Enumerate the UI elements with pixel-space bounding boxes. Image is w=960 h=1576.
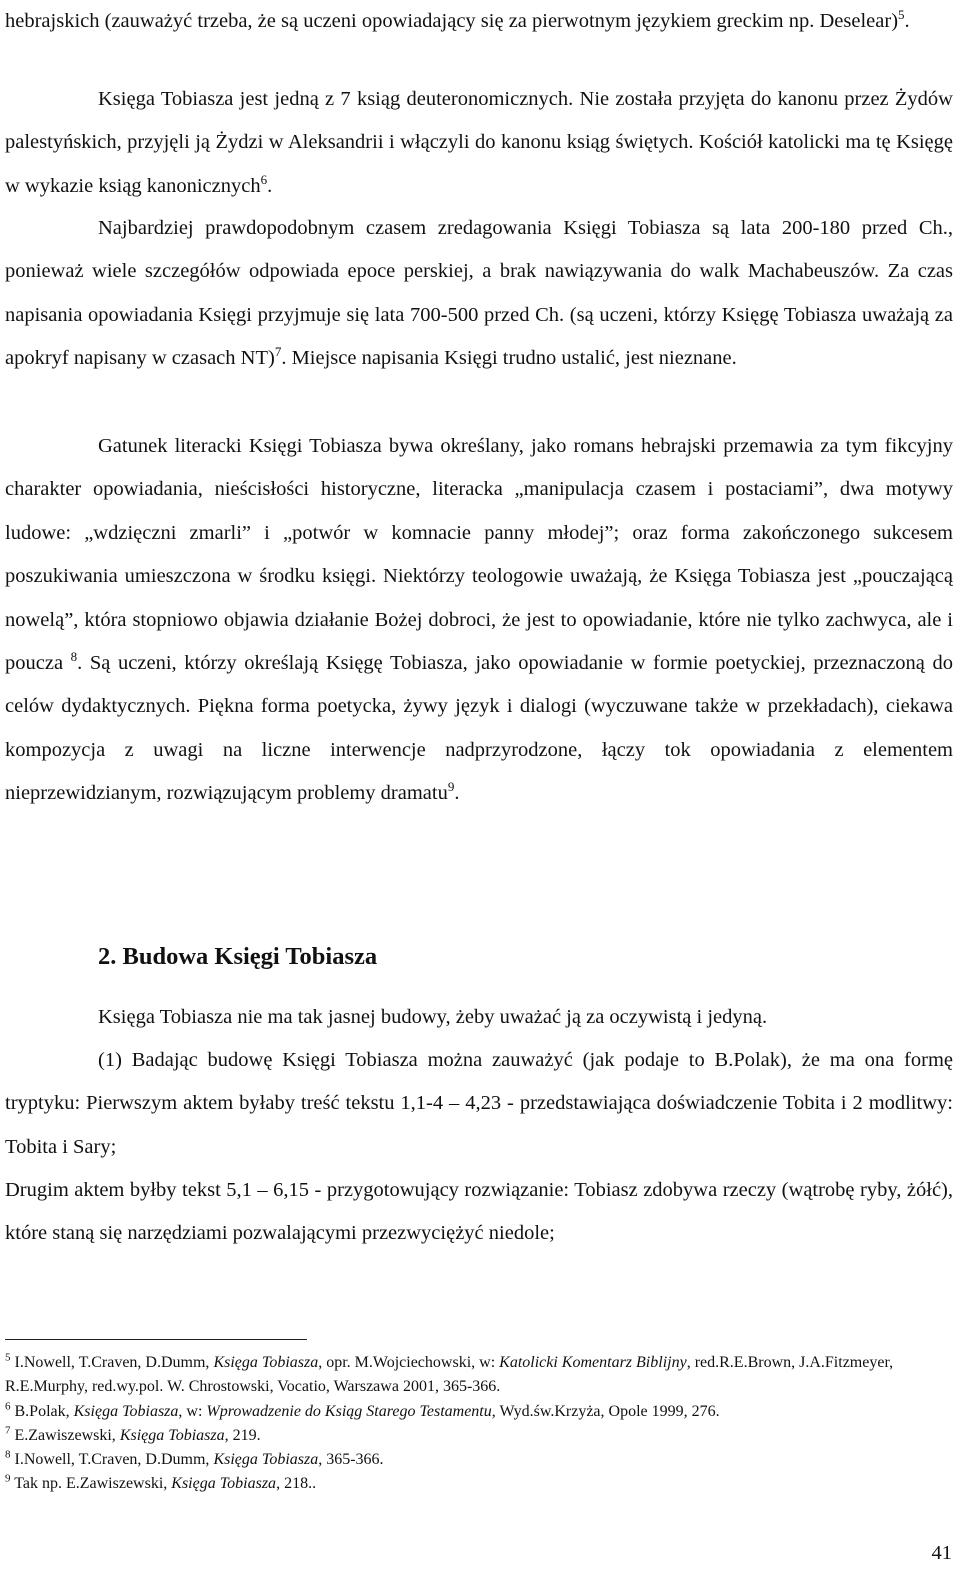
page-number: 41 — [931, 1542, 952, 1564]
paragraph-1 — [5, 0, 953, 43]
section-heading: 2. Budowa Księgi Tobiasza — [98, 943, 378, 970]
footnote-text: B.Polak, — [14, 1403, 74, 1420]
footnote-title: Księga Tobiasza — [213, 1354, 319, 1371]
paragraph-2 — [5, 78, 953, 208]
footnote-number: 7 — [5, 1424, 11, 1437]
footnote-text: I.Nowell, T.Craven, D.Dumm, — [14, 1354, 214, 1371]
footnote — [5, 1472, 955, 1496]
footnote-title: Katolicki Komentarz Biblijny — [499, 1354, 687, 1371]
footnote-title: Księga Tobiasza — [171, 1475, 277, 1492]
footnote-text: , red.R.E.Brown, J.A.Fitzmeyer, R.E.Murphy, red.wy.pol. W. Chrostowski, Vocatio, Warszawa 2001, 365-366. — [5, 1354, 894, 1396]
footnote — [5, 1400, 955, 1424]
paragraph-text: hebrajskich (zauważyć trzeba, że są uczeni opowiadający się za pierwotnym językiem greckim np. Deselear) — [5, 10, 899, 32]
paragraph-5: Księga Tobiasza nie ma tak jasnej budowy, żeby uważać ją za oczywistą i jedyną. — [98, 1006, 768, 1028]
footnote-text: , 365-366. — [318, 1451, 384, 1468]
footnote-title: Księga Tobiasza — [213, 1451, 319, 1468]
footnote-title: Księga Tobiasza — [73, 1403, 179, 1420]
paragraph-3 — [5, 207, 953, 381]
footnote-text: , w: — [178, 1403, 207, 1420]
footnote-text: , opr. M.Wojciechowski, w: — [318, 1354, 500, 1371]
footnote-title: Księga Tobiasza — [119, 1427, 225, 1444]
paragraph-7: Drugim aktem byłby tekst 5,1 – 6,15 - przygotowujący rozwiązanie: Tobiasz zdobywa rzeczy (wątrobę ryby, żółć), które staną się narzędziami pozwalającymi przezwyciężyć niedole; — [5, 1179, 953, 1245]
footnote-text: , Wyd.św.Krzyża, Opole 1999, 276. — [491, 1403, 720, 1420]
footnote-text: Tak np. E.Zawiszewski, — [14, 1475, 172, 1492]
paragraph-text: . Są uczeni, którzy określają Księgę Tobiasza, jako opowiadanie w formie poetyckiej, przeznaczoną do celów dydaktycznych. Piękna forma poetycka, żywy język i dialogi (wyczuwane także w przekładach), ciekawa kompozycja z uwagi na liczne interwencje nadprzyrodzone, łączy tok opowiadania z elementem nieprzewidzianym, rozwiązującym problemy dramatu — [5, 652, 954, 805]
footnote-title: Wprowadzenie do Ksiąg Starego Testamentu — [206, 1403, 492, 1420]
footnote-ref: 5 — [898, 7, 905, 23]
footnote-text: , 218.. — [276, 1475, 317, 1492]
footnote-ref: 7 — [274, 344, 282, 360]
footnote-number: 5 — [5, 1351, 11, 1364]
paragraph-text: . — [267, 174, 273, 197]
footnote-ref: 9 — [447, 779, 455, 795]
footnote — [5, 1424, 955, 1448]
footnote-number: 8 — [5, 1448, 11, 1461]
paragraph-text: Najbardziej prawdopodobnym czasem zredagowania Księgi Tobiasza są lata 200-180 przed Ch., ponieważ wiele szczegółów odpowiada epoce perskiej, a brak nawiązywania do walk Machabeuszów. Za czas napisania opowiadania Księgi przyjmuje się lata 700-500 przed Ch. (są uczeni, którzy Księgę Tobiasza uważają za apokryf napisany w czasach NT) — [5, 217, 953, 370]
paragraph-text: Księga Tobiasza jest jedną z 7 ksiąg deuteronomicznych. Nie została przyjęta do kanonu przez Żydów palestyńskich, przyjęli ją Żydzi w Aleksandrii i włączyli do kanonu ksiąg świętych. Kościół katolicki ma tę Księgę w wykazie ksiąg kanonicznych — [5, 88, 953, 197]
footnote-ref: 6 — [260, 171, 268, 187]
paragraph-text: . Miejsce napisania Księgi trudno ustalić, jest nieznane. — [281, 347, 737, 370]
footnote — [5, 1351, 955, 1400]
footnote — [5, 1448, 955, 1472]
footnote-text: E.Zawiszewski, — [14, 1427, 120, 1444]
paragraph-text: . — [904, 10, 910, 32]
footnote-text: , 219. — [224, 1427, 261, 1444]
footnote-ref: 8 — [70, 649, 78, 665]
footnote-separator — [5, 1339, 307, 1340]
footnote-number: 6 — [5, 1400, 11, 1413]
paragraph-6: (1) Badając budowę Księgi Tobiasza można zauważyć (jak podaje to B.Polak), że ma ona formę tryptyku: Pierwszym aktem byłaby treść tekstu 1,1-4 – 4,23 - przedstawiająca doświadczenie Tobita i 2 modlitwy: Tobita i Sary; — [5, 1049, 953, 1158]
paragraph-text: Gatunek literacki Księgi Tobiasza bywa określany, jako romans hebrajski przemawia za tym fikcyjny charakter opowiadania, nieścisłości historyczne, literacka „manipulacja czasem i postaciami”, dwa motywy ludowe: „wdzięczni zmarli” i „potwór w komnacie panny młodej”; oraz forma zakończonego sukcesem poszukiwania umieszczona w środku księgi. Niektórzy teologowie uważają, że Księga Tobiasza jest „pouczającą nowelą”, która stopniowo objawia działanie Bożej dobroci, że jest to opowiadanie, które nie tylko zachwyca, ale i poucza — [5, 435, 953, 675]
paragraph-text: . — [454, 782, 460, 805]
footnote-text: I.Nowell, T.Craven, D.Dumm, — [14, 1451, 214, 1468]
footnote-number: 9 — [5, 1472, 11, 1485]
paragraph-4 — [5, 425, 953, 816]
